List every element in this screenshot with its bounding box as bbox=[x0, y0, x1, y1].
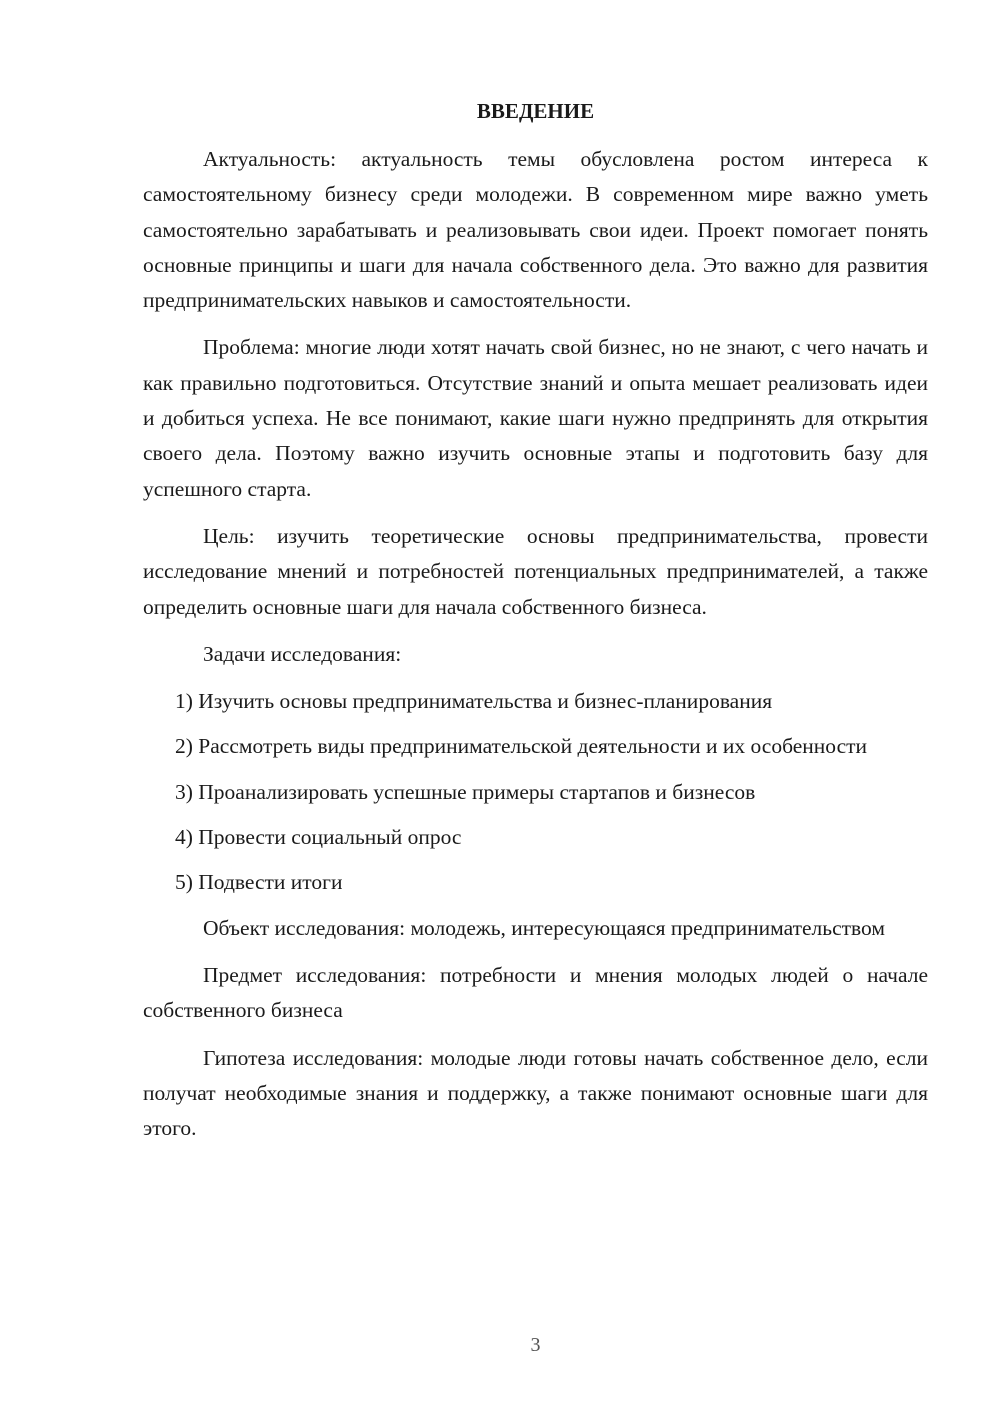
task-item-5: 5) Подвести итоги bbox=[175, 870, 343, 895]
goal-paragraph: Цель: изучить теоретические основы предпринимательства, провести исследование мнений и потребностей потенциальных предпринимателей, а также определить основные шаги для начала собственного бизнеса. bbox=[143, 523, 928, 619]
relevance-paragraph: Актуальность: актуальность темы обусловлена ростом интереса к самостоятельному бизнесу среди молодежи. В современном мире важно уметь самостоятельно зарабатывать и реализовывать свои идеи. Проект помогает понять основные принципы и шаги для начала собственного дела. Это важно для развития предпринимательских навыков и самостоятельности. bbox=[143, 147, 928, 313]
document-page bbox=[143, 0, 928, 1414]
task-item-2: 2) Рассмотреть виды предпринимательской деятельности и их особенности bbox=[175, 734, 868, 759]
page-title: ВВЕДЕНИЕ bbox=[476, 99, 595, 123]
task-item-4: 4) Провести социальный опрос bbox=[175, 825, 462, 850]
subject-paragraph: Предмет исследования: потребности и мнения молодых людей о начале собственного бизнеса bbox=[143, 962, 928, 1023]
object-paragraph: Объект исследования: молодежь, интересующаяся предпринимательством bbox=[203, 915, 885, 940]
page-number: 3 bbox=[530, 1334, 541, 1356]
document-body bbox=[143, 142, 928, 1158]
task-item-3: 3) Проанализировать успешные примеры стартапов и бизнесов bbox=[175, 779, 756, 804]
hypothesis-paragraph: Гипотеза исследования: молодые люди готовы начать собственное дело, если получат необходимые знания и поддержку, а также понимают основные шаги для этого. bbox=[143, 1045, 928, 1141]
problem-paragraph: Проблема: многие люди хотят начать свой бизнес, но не знают, с чего начать и как правильно подготовиться. Отсутствие знаний и опыта мешает реализовать идеи и добиться успеха. Не все понимают, какие шаги нужно предпринять для открытия своего дела. Поэтому важно изучить основные этапы и подготовить базу для успешного старта. bbox=[143, 335, 928, 501]
task-item-1: 1) Изучить основы предпринимательства и бизнес-планирования bbox=[175, 689, 773, 714]
tasks-heading: Задачи исследования: bbox=[203, 641, 402, 666]
